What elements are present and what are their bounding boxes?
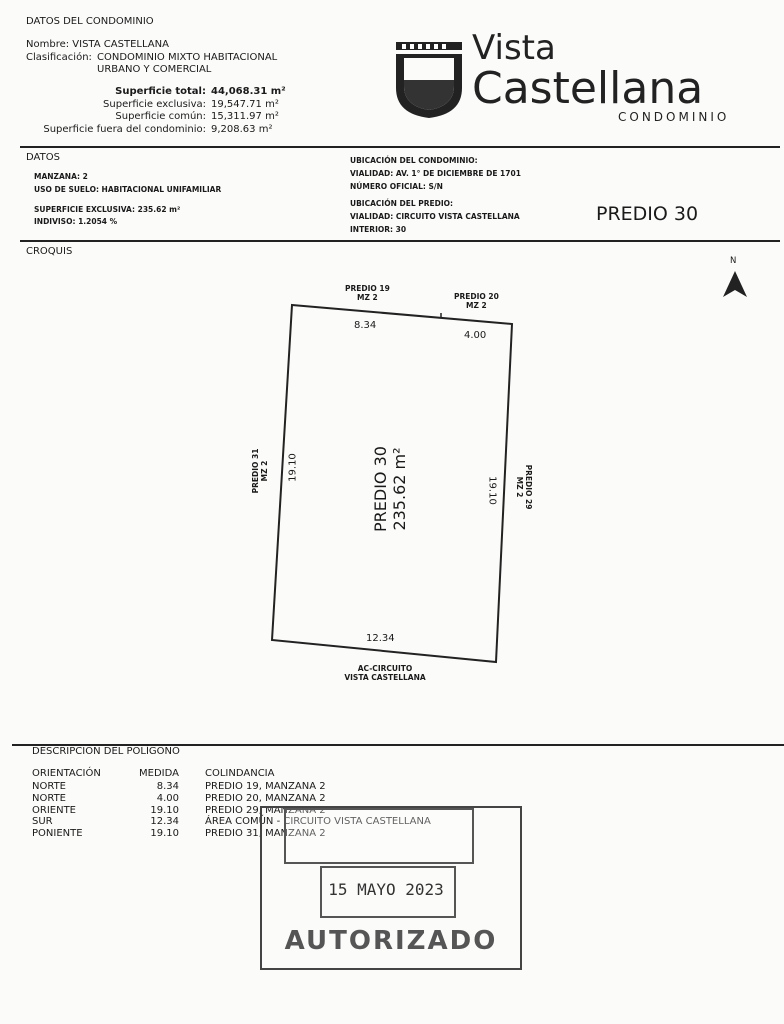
dim-top-left: 8.34 — [354, 320, 377, 331]
column-header: ORIENTACIÓN — [32, 768, 101, 779]
dim-right: 19.10 — [486, 476, 498, 505]
uso-suelo: USO DE SUELO: HABITACIONAL UNIFAMILIAR — [34, 185, 222, 194]
ubicacion-condominio-numero: NÚMERO OFICIAL: S/N — [350, 182, 443, 191]
clasificacion-value-1: CONDOMINIO MIXTO HABITACIONAL — [97, 52, 278, 63]
table-cell: 12.34 — [150, 816, 179, 828]
table-cell: PREDIO 19, MANZANA 2 — [205, 781, 326, 792]
ubicacion-predio-interior: INTERIOR: 30 — [350, 225, 407, 234]
ubicacion-condominio-heading: UBICACIÓN DEL CONDOMINIO: — [350, 156, 478, 165]
neighbor-label: VISTA CASTELLANA — [344, 673, 426, 682]
clasificacion-label: Clasificación: — [26, 52, 92, 63]
indiviso: INDIVISO: 1.2054 % — [34, 217, 118, 226]
neighbor-right — [515, 457, 533, 517]
neighbor-label: AC-CIRCUITO — [357, 664, 413, 673]
neighbor-left — [251, 441, 269, 501]
lot-center-label — [371, 429, 409, 549]
table-cell: 8.34 — [156, 781, 179, 792]
table-cell: NORTE — [32, 792, 66, 804]
neighbor-top-left — [345, 284, 390, 302]
ubicacion-predio-vialidad: VIALIDAD: CIRCUITO VISTA CASTELLANA — [350, 212, 520, 221]
dim-left: 19.10 — [287, 453, 299, 482]
neighbor-label: MZ 2 — [357, 293, 378, 302]
stamp-seal-box — [284, 808, 474, 864]
table-cell: PONIENTE — [32, 828, 83, 840]
neighbor-label: MZ 2 — [515, 476, 524, 498]
neighbor-top-right — [454, 292, 499, 310]
column-header: COLINDANCIA — [205, 768, 275, 779]
table-cell: ORIENTE — [32, 804, 76, 816]
stamp-date: 15 MAYO 2023 — [328, 880, 444, 899]
dim-top-right: 4.00 — [464, 330, 487, 341]
dim-bottom: 12.34 — [366, 633, 395, 644]
logo-condominio: CONDOMINIO — [618, 110, 730, 124]
manzana: MANZANA: 2 — [34, 172, 88, 181]
neighbor-label: PREDIO 29 — [524, 464, 533, 510]
poligono-heading: DESCRIPCIÓN DEL POLÍGONO — [32, 746, 180, 757]
table-cell: PREDIO 20, MANZANA 2 — [205, 792, 326, 804]
ubicacion-condominio-vialidad: VIALIDAD: AV. 1° DE DICIEMBRE DE 1701 — [350, 169, 521, 178]
neighbor-label: PREDIO 31 — [251, 448, 260, 494]
superficie-value: 19,547.71 m² — [211, 98, 279, 110]
datos-heading: DATOS — [26, 152, 60, 163]
condominio-heading: DATOS DEL CONDOMINIO — [26, 16, 154, 27]
superficie-exclusiva: SUPERFICIE EXCLUSIVA: 235.62 m² — [34, 205, 181, 214]
authorization-stamp — [260, 806, 522, 970]
logo-castellana: Castellana — [472, 63, 704, 114]
superficie-label: Superficie fuera del condominio: — [43, 123, 206, 135]
nombre-label: Nombre: — [26, 39, 70, 50]
table-cell: NORTE — [32, 781, 66, 792]
logo-vista: Vista — [472, 28, 556, 68]
croquis-heading: CROQUIS — [26, 246, 73, 257]
superficie-label: Superficie total: — [115, 86, 206, 97]
table-cell: ÁREA COMÚN - CIRCUITO VISTA CASTELLANA — [205, 816, 431, 828]
column-header: MEDIDA — [139, 768, 179, 779]
nombre-value: VISTA CASTELLANA — [72, 39, 169, 50]
table-cell: SUR — [32, 816, 53, 828]
stamp-text: AUTORIZADO — [284, 926, 498, 956]
table-cell: 19.10 — [150, 804, 179, 816]
clasificacion-value-2: URBANO Y COMERCIAL — [97, 64, 212, 75]
lot-area: 235.62 m² — [390, 447, 409, 531]
north-label: N — [730, 256, 737, 266]
table-cell: 4.00 — [156, 792, 179, 804]
neighbor-label: MZ 2 — [466, 301, 487, 310]
neighbor-bottom — [330, 664, 440, 682]
table-cell: PREDIO 29, MANZANA 2 — [205, 804, 326, 816]
lot-name: PREDIO 30 — [371, 446, 390, 532]
table-cell: 19.10 — [150, 828, 179, 840]
superficie-value: 9,208.63 m² — [211, 123, 273, 135]
superficie-value: 15,311.97 m² — [211, 111, 279, 122]
superficie-value: 44,068.31 m² — [211, 86, 286, 97]
ubicacion-predio-heading: UBICACIÓN DEL PREDIO: — [350, 199, 453, 208]
predio-title: PREDIO 30 — [596, 203, 699, 225]
neighbor-label: PREDIO 19 — [345, 284, 390, 293]
neighbor-label: PREDIO 20 — [454, 292, 499, 301]
superficie-label: Superficie común: — [115, 111, 206, 122]
table-cell: PREDIO 31, MANZANA 2 — [205, 828, 326, 840]
superficie-label: Superficie exclusiva: — [103, 98, 206, 110]
neighbor-label: MZ 2 — [260, 460, 269, 482]
